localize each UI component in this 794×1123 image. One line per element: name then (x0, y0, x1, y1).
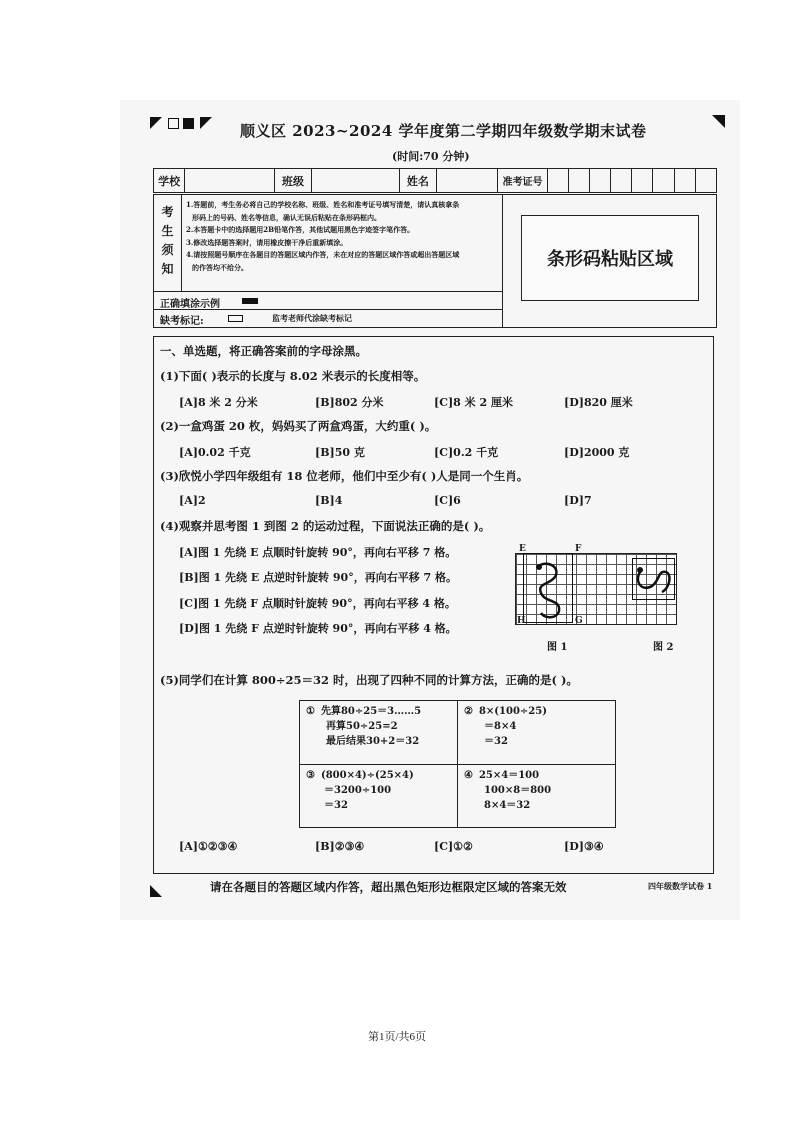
absent-label: 缺考标记: (160, 316, 204, 327)
q3-option-c[interactable]: [C]6 (434, 494, 461, 507)
notice-label: 考 生 须 知 (154, 195, 182, 291)
divider (154, 291, 502, 292)
q4-option-a[interactable]: [A]图 1 先绕 E 点顺时针旋转 90°，再向右平移 7 格。 (179, 546, 457, 559)
dragon-figure-1-icon (523, 553, 573, 623)
figure-2-caption: 图 2 (653, 642, 674, 653)
barcode-area: 条形码粘贴区域 (521, 215, 699, 301)
figure-1-caption: 图 1 (547, 642, 568, 653)
filled-mark-icon (242, 298, 258, 304)
exam-id-digit[interactable] (547, 169, 568, 193)
exam-id-digit[interactable] (590, 169, 611, 193)
q2-option-d[interactable]: [D]2000 克 (564, 446, 630, 459)
notice-divider (502, 195, 503, 327)
section-title: 一、单选题，将正确答案前的字母涂黑。 (160, 344, 367, 358)
method-3: ③ (800×4)÷(25×4) ＝3200÷100 ＝32 (300, 764, 458, 828)
q5-option-d[interactable]: [D]③④ (564, 840, 604, 853)
fill-example-label: 正确填涂示例 (160, 299, 220, 310)
q3-option-d[interactable]: [D]7 (564, 494, 592, 507)
dragon-figure-2-icon (632, 558, 675, 600)
square-filled-icon (183, 118, 194, 129)
point-e-label: E (519, 544, 526, 554)
q2-option-b[interactable]: [B]50 克 (315, 446, 365, 459)
corner-mark-top-left (150, 117, 162, 129)
q5-option-c[interactable]: [C]①② (434, 840, 473, 853)
question-3: (3)欣悦小学四年级组有 18 位老师，他们中至少有( )人是同一个生肖。 (160, 469, 529, 483)
notice-box (153, 194, 717, 328)
exam-id-label: 准考证号 (498, 169, 547, 193)
exam-title: 顺义区 2023~2024 学年度第二学期四年级数学期末试卷 (240, 122, 647, 140)
notice-text: 1.答题前，考生务必将自己的学校名称、班级、姓名和准考证号填写清楚，请认真核拿条 形码上的号码、姓名等信息，确认无误后粘贴在条形码框内。 2.本答题卡中的选择题用2B铅笔作答，其他试题用黑色字迹签字笔作答。 3.修改选择题答案时，请用橡皮擦干净后重新填涂。 4.请按照题号顺序在各题目的答题区域内作答，未在对应的答题区域作答或超出答题区域 的作答均不给分。 (186, 200, 460, 272)
square-outline-icon (168, 118, 179, 129)
q1-option-c[interactable]: [C]8 米 2 厘米 (434, 396, 513, 409)
exam-id-digit[interactable] (611, 169, 632, 193)
school-field[interactable] (185, 169, 275, 193)
question-4: (4)观察并思考图 1 到图 2 的运动过程，下面说法正确的是( )。 (160, 519, 491, 533)
exam-duration: (时间:70 分钟) (392, 150, 470, 163)
name-field[interactable] (436, 169, 497, 193)
absent-note: 监考老师代涂缺考标记 (272, 313, 352, 323)
question-2: (2)一盒鸡蛋 20 枚，妈妈买了两盒鸡蛋，大约重( )。 (160, 419, 437, 433)
corner-mark-bottom-left (150, 885, 162, 897)
q4-option-c[interactable]: [C]图 1 先绕 F 点顺时针旋转 90°，再向右平移 4 格。 (179, 597, 456, 610)
q4-option-b[interactable]: [B]图 1 先绕 E 点逆时针旋转 90°，再向右平移 7 格。 (179, 571, 458, 584)
footer-paper-label: 四年级数学试卷 1 (648, 881, 713, 891)
name-label: 姓名 (399, 169, 436, 193)
corner-mark-top-right (712, 115, 725, 128)
absent-mark-box[interactable] (228, 315, 243, 322)
exam-id-digit[interactable] (674, 169, 695, 193)
q5-option-b[interactable]: [B]②③④ (315, 840, 365, 853)
question-5: (5)同学们在计算 800÷25＝32 时，出现了四种不同的计算方法，正确的是( )。 (160, 673, 578, 687)
method-2: ② 8×(100÷25) ＝8×4 ＝32 (458, 701, 616, 765)
q3-option-a[interactable]: [A]2 (179, 494, 206, 507)
q1-option-b[interactable]: [B]802 分米 (315, 396, 384, 409)
method-1: ① 先算80÷25＝3……5 再算50÷25=2 最后结果30+2＝32 (300, 701, 458, 765)
q5-option-a[interactable]: [A]①②③④ (179, 840, 238, 853)
exam-id-digit[interactable] (653, 169, 674, 193)
school-label: 学校 (154, 169, 185, 193)
question-1: (1)下面( )表示的长度与 8.02 米表示的长度相等。 (160, 369, 426, 383)
exam-id-digit[interactable] (568, 169, 589, 193)
exam-id-digit[interactable] (632, 169, 653, 193)
divider (154, 309, 502, 310)
q4-option-d[interactable]: [D]图 1 先绕 F 点逆时针旋转 90°，再向右平移 4 格。 (179, 622, 457, 635)
q2-option-c[interactable]: [C]0.2 千克 (434, 446, 499, 459)
footer-warning: 请在各题目的答题区域内作答，超出黑色矩形边框限定区域的答案无效 (210, 880, 567, 894)
q1-option-a[interactable]: [A]8 米 2 分米 (179, 396, 258, 409)
class-field[interactable] (312, 169, 400, 193)
method-4: ④ 25×4＝100 100×8＝800 8×4＝32 (458, 764, 616, 828)
q2-option-a[interactable]: [A]0.02 千克 (179, 446, 251, 459)
student-info-row (153, 168, 717, 193)
calculation-methods-table (299, 700, 616, 828)
class-label: 班级 (274, 169, 311, 193)
exam-id-digit[interactable] (695, 169, 716, 193)
q1-option-d[interactable]: [D]820 厘米 (564, 396, 633, 409)
corner-mark-top-left-2 (200, 117, 212, 129)
point-h-label: H (517, 616, 526, 626)
point-g-label: G (575, 616, 583, 626)
q3-option-b[interactable]: [B]4 (315, 494, 343, 507)
page-number: 第1页/共6页 (367, 1031, 427, 1043)
point-f-label: F (575, 544, 582, 554)
